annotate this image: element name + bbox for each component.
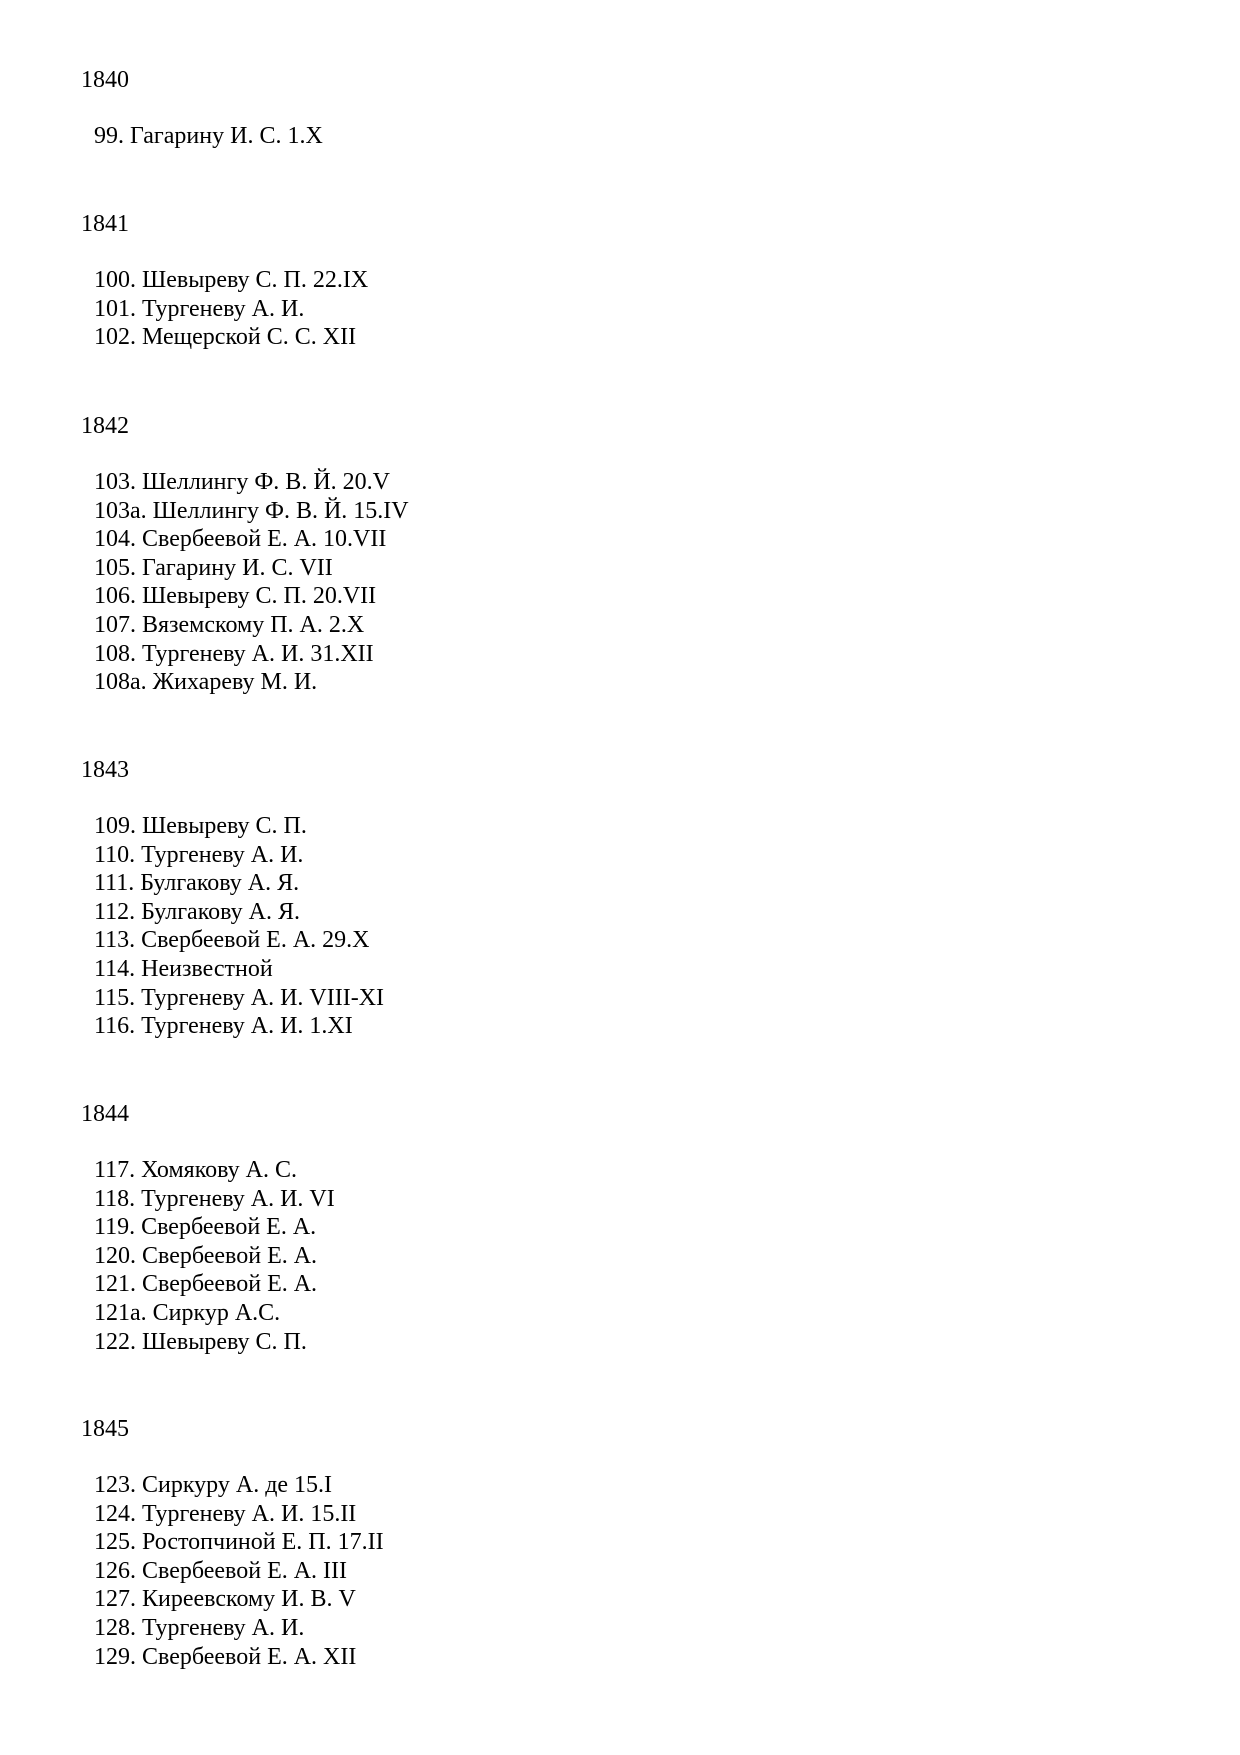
year-heading: 1843 — [81, 757, 129, 783]
letter-entry: 116. Тургеневу А. И. 1.XI — [94, 1013, 353, 1040]
letter-entry: 120. Свербеевой Е. А. — [94, 1242, 318, 1269]
letter-entry: 103а. Шеллингу Ф. В. Й. 15.IV — [94, 497, 409, 524]
letter-entry: 123. Сиркуру А. де 15.I — [94, 1472, 333, 1498]
letter-list — [94, 1156, 335, 1356]
letter-entry: 128. Тургеневу А. И. — [94, 1614, 305, 1641]
letter-entry: 122. Шевыреву С. П. — [94, 1328, 307, 1355]
letter-entry: 127. Киреевскому И. В. V — [94, 1586, 356, 1613]
letter-entry: 119. Свербеевой Е. А. — [94, 1214, 317, 1241]
letter-entry: 121а. Сиркур А.С. — [94, 1299, 281, 1326]
letter-entry: 107. Вяземскому П. А. 2.X — [94, 611, 365, 638]
letter-entry: 118. Тургеневу А. И. VI — [94, 1185, 335, 1212]
letter-entry: 124. Тургеневу А. И. 15.II — [94, 1500, 357, 1527]
letter-list — [94, 1471, 384, 1671]
letter-entry: 104. Свербеевой Е. А. 10.VII — [94, 526, 387, 553]
letter-entry: 129. Свербеевой Е. А. XII — [94, 1643, 357, 1670]
year-heading: 1842 — [81, 413, 129, 439]
year-heading: 1841 — [81, 211, 129, 237]
letter-entry: 125. Ростопчиной Е. П. 17.II — [94, 1529, 384, 1556]
letter-list — [94, 812, 384, 1041]
letter-entry: 117. Хомякову А. С. — [94, 1157, 297, 1183]
year-heading: 1840 — [81, 67, 129, 93]
year-heading: 1845 — [81, 1416, 129, 1442]
letter-entry: 101. Тургеневу А. И. — [94, 295, 305, 322]
letter-entry: 126. Свербеевой Е. А. III — [94, 1557, 348, 1584]
letter-list — [94, 266, 368, 352]
letter-entry: 106. Шевыреву С. П. 20.VII — [94, 583, 377, 610]
letter-entry: 111. Булгакову А. Я. — [94, 870, 300, 897]
letter-entry: 110. Тургеневу А. И. — [94, 841, 304, 868]
letter-entry: 99. Гагарину И. С. 1.X — [94, 123, 323, 149]
letter-entry: 103. Шеллингу Ф. В. Й. 20.V — [94, 469, 390, 495]
letter-entry: 113. Свербеевой Е. А. 29.X — [94, 927, 370, 954]
letter-entry: 114. Неизвестной — [94, 955, 273, 982]
year-heading: 1844 — [81, 1101, 129, 1127]
letter-entry: 121. Свербеевой Е. А. — [94, 1271, 318, 1298]
letter-entry: 108. Тургеневу А. И. 31.XII — [94, 640, 374, 667]
letter-entry: 105. Гагарину И. С. VII — [94, 554, 333, 581]
letter-entry: 115. Тургеневу А. И. VIII-XI — [94, 984, 385, 1011]
letter-entry: 100. Шевыреву С. П. 22.IX — [94, 267, 369, 293]
letter-entry: 102. Мещерской С. С. XII — [94, 324, 357, 351]
letter-entry: 112. Булгакову А. Я. — [94, 898, 301, 925]
letter-entry: 108а. Жихареву М. И. — [94, 669, 318, 696]
letter-entry: 109. Шевыреву С. П. — [94, 813, 307, 839]
letter-list — [94, 122, 323, 151]
letter-list — [94, 468, 409, 697]
